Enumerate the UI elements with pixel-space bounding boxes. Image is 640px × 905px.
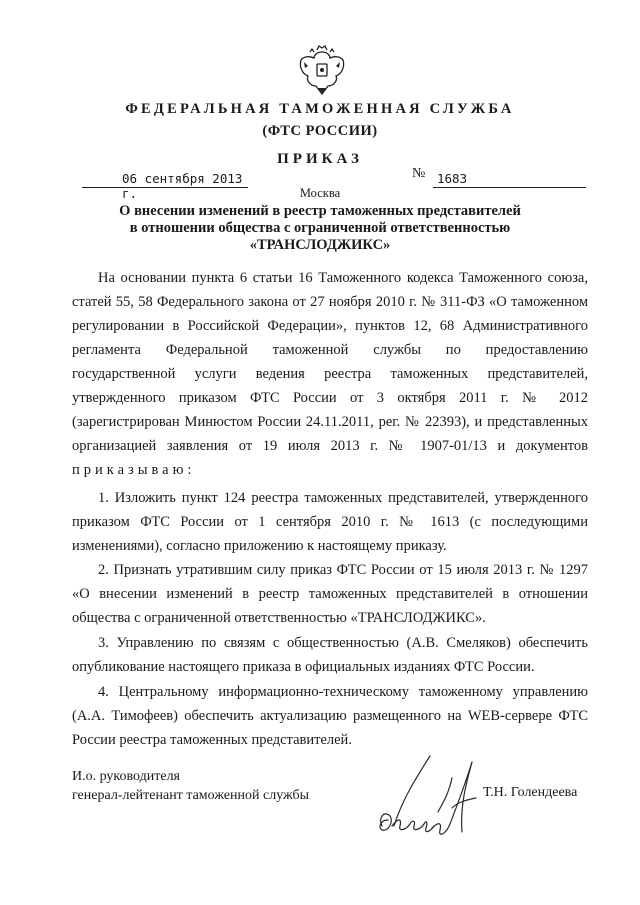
- agency-abbreviation: (ФТС РОССИИ): [262, 123, 378, 139]
- coat-of-arms-icon: [296, 44, 348, 100]
- position-line: генерал-лейтенант таможенной службы: [72, 788, 310, 803]
- order-item: [72, 631, 588, 679]
- order-item: [72, 558, 588, 630]
- basis-paragraph: [72, 266, 588, 482]
- agency-name: ФЕДЕРАЛЬНАЯ ТАМОЖЕННАЯ СЛУЖБА: [125, 101, 515, 117]
- document-title: [0, 203, 640, 254]
- basis-text: На основании пункта 6 статьи 16 Таможенного кодекса Таможенного союза, статей 55, 58 Федерального закона от 27 ноября 2010 г. № 311-ФЗ «О таможенном регулировании в Российской Федерации», пунктов 12, 68 Административного регламента Федеральной таможенной службы по предоставлению государственной услуги ведения реестра таможенных представителей, утвержденного приказом ФТС России от 3 октября 2011 г. № 2012 (зарегистрирован Минюстом России 24.11.2011, рег. № 22393), и представленных организацией заявления от 19 июля 2013 г. № 1907-01/13 и документов: [72, 270, 588, 454]
- order-item-text: 2. Признать утратившим силу приказ ФТС России от 15 июля 2013 г. № 1297 «О внесении изменений в реестр таможенных представителей в отношении общества с ограниченной ответственностью «ТРАНСЛОДЖИКС».: [72, 562, 588, 626]
- order-number: 1683: [437, 171, 468, 186]
- order-date: 06 сентября 2013 г.: [122, 171, 243, 201]
- order-item: [72, 680, 588, 752]
- city: Москва: [299, 186, 341, 200]
- title-line: О внесении изменений в реестр таможенных представителей: [119, 203, 521, 219]
- order-item: [72, 486, 588, 558]
- title-line: в отношении общества с ограниченной ответственностью: [129, 220, 511, 236]
- order-item-text: 1. Изложить пункт 124 реестра таможенных представителей, утвержденного приказом ФТС России от 1 сентября 2010 г. № 1613 (с последующими изменениями), согласно приложению к настоящему приказу.: [72, 490, 588, 554]
- signer-position: [72, 767, 309, 805]
- number-sign: №: [412, 166, 426, 181]
- signer-name: Т.Н. Голендеева: [483, 785, 578, 800]
- order-item-text: 4. Центральному информационно-техническому таможенному управлению (А.А. Тимофеев) обеспечить актуализацию размещенного на WEB-сервере ФТС России реестра таможенных представителей.: [72, 684, 588, 748]
- order-item-text: 3. Управлению по связям с общественностью (А.В. Смеляков) обеспечить опубликование настоящего приказа в официальных изданиях ФТС России.: [72, 635, 588, 675]
- position-line: И.о. руководителя: [72, 769, 181, 784]
- document-type: ПРИКАЗ: [277, 151, 363, 167]
- title-line: «ТРАНСЛОДЖИКС»: [249, 237, 391, 253]
- order-word: приказываю:: [72, 462, 196, 478]
- handwritten-signature: [368, 748, 490, 844]
